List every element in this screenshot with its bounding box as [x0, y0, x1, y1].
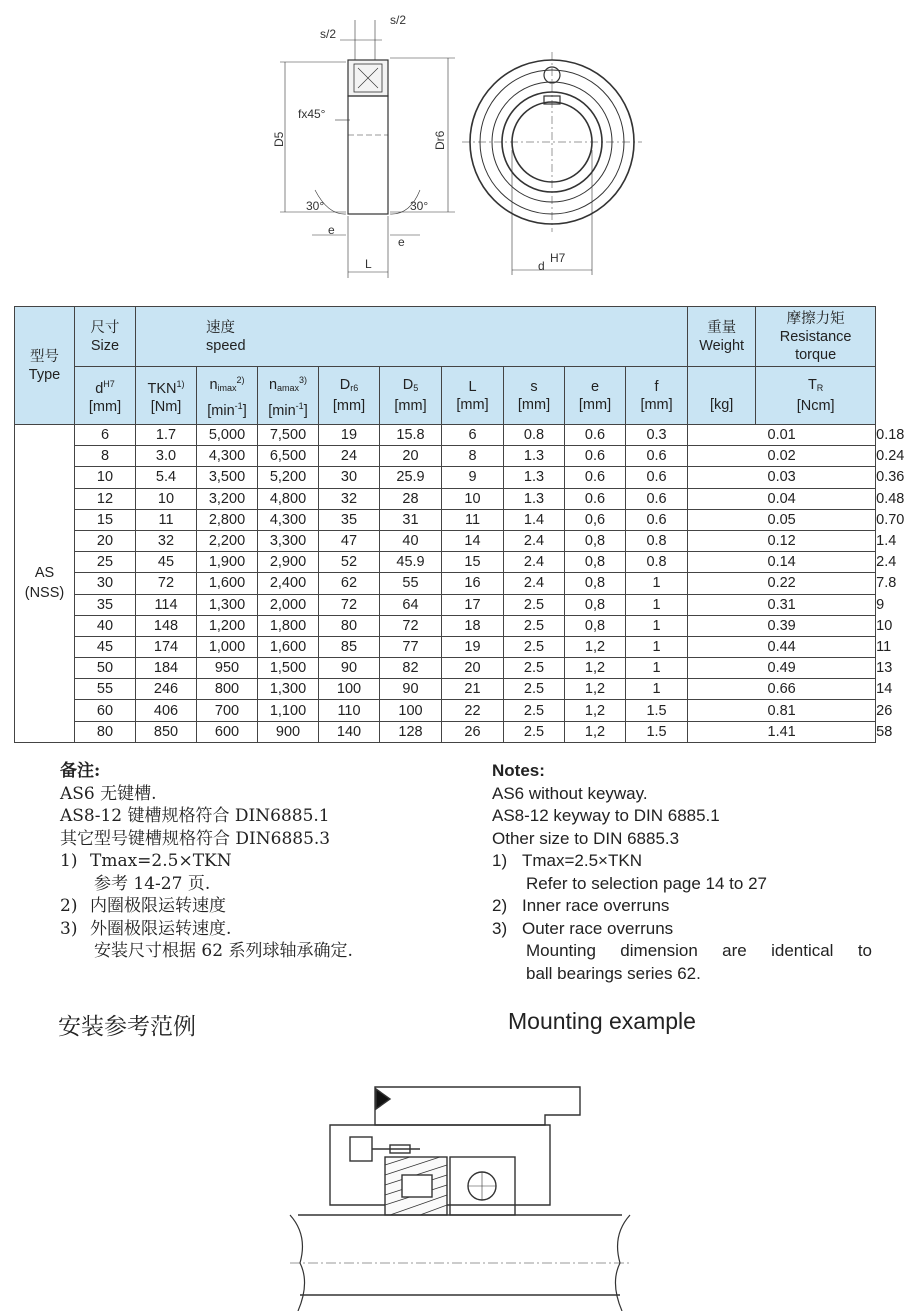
- table-cell: 90: [319, 658, 380, 679]
- label-angle-right: 30°: [410, 199, 429, 213]
- notes-cn-line: AS8-12 键槽规格符合 DIN6885.1: [60, 806, 330, 826]
- type-cell: AS (NSS): [15, 425, 75, 743]
- table-cell: 1,300: [258, 679, 319, 700]
- table-cell: 24: [319, 446, 380, 467]
- table-cell: 45.9: [380, 552, 442, 573]
- table-cell: 4,800: [258, 488, 319, 509]
- table-cell: 1.3: [504, 446, 565, 467]
- header-namax: $n_{amax}^{3)}$ $[\min^{-1}]$: [258, 367, 319, 425]
- table-cell: 30: [75, 573, 136, 594]
- table-cell: 2.4: [504, 552, 565, 573]
- table-cell: 52: [319, 552, 380, 573]
- table-cell: 174: [136, 636, 197, 657]
- header-f: f [mm]: [626, 367, 688, 425]
- table-cell: 2.5: [504, 594, 565, 615]
- table-cell: 35: [319, 509, 380, 530]
- table-cell: 11: [442, 509, 504, 530]
- table-cell: 45: [136, 552, 197, 573]
- table-cell: 4,300: [197, 446, 258, 467]
- specification-table: [14, 306, 904, 743]
- table-cell: 60: [75, 700, 136, 721]
- table-cell: 0.6: [626, 446, 688, 467]
- table-cell: 1,500: [258, 658, 319, 679]
- table-cell: 1,2: [565, 700, 626, 721]
- table-cell: 1.41: [688, 721, 876, 742]
- table-cell: 35: [75, 594, 136, 615]
- table-cell: 850: [136, 721, 197, 742]
- table-cell: 90: [380, 679, 442, 700]
- header-e: e [mm]: [565, 367, 626, 425]
- table-cell: 1.7: [136, 425, 197, 446]
- table-cell: 32: [136, 530, 197, 551]
- table-cell: 20: [380, 446, 442, 467]
- table-cell: 2,800: [197, 509, 258, 530]
- table-cell: 1: [626, 573, 688, 594]
- notes-en-line: AS6 without keyway.: [492, 783, 648, 803]
- table-cell: 40: [380, 530, 442, 551]
- table-cell: 82: [380, 658, 442, 679]
- table-cell: 18: [442, 615, 504, 636]
- table-cell: 1: [626, 679, 688, 700]
- table-cell: 28: [380, 488, 442, 509]
- table-cell: 0.31: [688, 594, 876, 615]
- table-cell: 21: [442, 679, 504, 700]
- header-speed: 速度 speed: [136, 307, 688, 367]
- table-cell: 15: [442, 552, 504, 573]
- table-cell: 20: [442, 658, 504, 679]
- table-cell: 6,500: [258, 446, 319, 467]
- table-cell: 72: [136, 573, 197, 594]
- table-cell: 2.5: [504, 679, 565, 700]
- label-e-left: e: [328, 223, 335, 237]
- table-cell: 1.3: [504, 488, 565, 509]
- table-cell: 0.81: [688, 700, 876, 721]
- notes-en-line: Mounting dimension are identical to: [526, 941, 872, 960]
- table-cell: 14: [442, 530, 504, 551]
- notes-chinese: [60, 760, 460, 963]
- header-Dr6: $D_{r6}$ [mm]: [319, 367, 380, 425]
- header-nimax: $n_{imax}^{2)}$ $[\min^{-1}]$: [197, 367, 258, 425]
- header-torque: 摩擦力矩 Resistance torque: [756, 307, 876, 367]
- notes-en-item: 1) Tmax=2.5×TKN: [492, 851, 642, 870]
- table-cell: 0.6: [565, 488, 626, 509]
- table-cell: 10: [75, 467, 136, 488]
- label-d: d: [538, 259, 545, 273]
- table-cell: 25: [75, 552, 136, 573]
- table-cell: 700: [197, 700, 258, 721]
- table-cell: 47: [319, 530, 380, 551]
- bearing-dimension-drawing: [0, 0, 900, 300]
- table-cell: 0.12: [688, 530, 876, 551]
- table-row: AS (NSS) 6 1.7 5,000 7,500 19 15.8 6 0.8 0.6 0.3 0.01 0.18: [15, 425, 876, 446]
- table-cell: 0.6: [626, 488, 688, 509]
- label-L: L: [365, 257, 372, 271]
- table-cell: 406: [136, 700, 197, 721]
- table-row: 30 72 1,600 2,400 62 55 16 2.4 0,8 1 0.22 7.8: [15, 573, 876, 594]
- table-cell: 1,900: [197, 552, 258, 573]
- table-cell: 19: [319, 425, 380, 446]
- notes-cn-item: 2) 内圈极限运转速度: [60, 896, 226, 916]
- notes-english: [492, 760, 872, 985]
- table-cell: 0,8: [565, 594, 626, 615]
- notes-en-line: Refer to selection page 14 to 27: [526, 873, 767, 893]
- table-cell: 22: [442, 700, 504, 721]
- table-cell: 0.14: [688, 552, 876, 573]
- table-cell: 800: [197, 679, 258, 700]
- table-cell: 0,8: [565, 530, 626, 551]
- table-cell: 1,2: [565, 636, 626, 657]
- table-cell: 80: [75, 721, 136, 742]
- label-H7: H7: [550, 251, 566, 265]
- table-cell: 55: [75, 679, 136, 700]
- notes-en-item: 2) Inner race overruns: [492, 896, 670, 915]
- table-cell: 1.5: [626, 700, 688, 721]
- table-cell: 40: [75, 615, 136, 636]
- label-Dr6: Dr6: [433, 130, 447, 150]
- label-s2-left: s/2: [320, 27, 337, 41]
- notes-en-line: AS8-12 keyway to DIN 6885.1: [492, 806, 720, 825]
- notes-cn-heading: 备注:: [60, 761, 101, 781]
- table-row: 25 45 1,900 2,900 52 45.9 15 2.4 0,8 0.8 0.14 2.4: [15, 552, 876, 573]
- table-cell: 6: [442, 425, 504, 446]
- table-cell: 64: [380, 594, 442, 615]
- notes-cn-item: 3) 外圈极限运转速度.: [60, 918, 232, 939]
- table-cell: 5,200: [258, 467, 319, 488]
- table-cell: 17: [442, 594, 504, 615]
- mounting-example-drawing: [290, 1065, 630, 1311]
- table-row: 10 5.4 3,500 5,200 30 25.9 9 1.3 0.6 0.6 0.03 0.36: [15, 467, 876, 488]
- table-cell: 1: [626, 658, 688, 679]
- header-kg: [kg]: [688, 367, 756, 425]
- label-e-right: e: [398, 235, 405, 249]
- table-cell: 1: [626, 615, 688, 636]
- table-row: 20 32 2,200 3,300 47 40 14 2.4 0,8 0.8 0.12 1.4: [15, 530, 876, 551]
- table-cell: 2.5: [504, 636, 565, 657]
- table-cell: 0.03: [688, 467, 876, 488]
- table-cell: 25.9: [380, 467, 442, 488]
- table-cell: 2,200: [197, 530, 258, 551]
- table-cell: 0.6: [626, 467, 688, 488]
- table-cell: 9: [442, 467, 504, 488]
- table-cell: 0.6: [565, 446, 626, 467]
- table-cell: 0.02: [688, 446, 876, 467]
- table-cell: 62: [319, 573, 380, 594]
- table-cell: 4,300: [258, 509, 319, 530]
- notes-en-heading: Notes:: [492, 761, 545, 780]
- table-cell: 110: [319, 700, 380, 721]
- notes-cn-line: 其它型号键槽规格符合 DIN6885.3: [60, 828, 331, 849]
- table-cell: 15.8: [380, 425, 442, 446]
- header-size: 尺寸 Size: [75, 307, 136, 367]
- table-cell: 2,000: [258, 594, 319, 615]
- label-D5: D5: [272, 131, 286, 147]
- table-cell: 0,8: [565, 615, 626, 636]
- table-cell: 7,500: [258, 425, 319, 446]
- header-s: s [mm]: [504, 367, 565, 425]
- table-cell: 50: [75, 658, 136, 679]
- table-cell: 5.4: [136, 467, 197, 488]
- table-cell: 0.49: [688, 658, 876, 679]
- table-cell: 1,800: [258, 615, 319, 636]
- table-cell: 55: [380, 573, 442, 594]
- table-cell: 2.5: [504, 615, 565, 636]
- table-cell: 1: [626, 636, 688, 657]
- table-cell: 1,600: [197, 573, 258, 594]
- table-cell: 100: [319, 679, 380, 700]
- table-cell: 600: [197, 721, 258, 742]
- table-cell: 0.6: [626, 509, 688, 530]
- header-L: L [mm]: [442, 367, 504, 425]
- table-row: 45 174 1,000 1,600 85 77 19 2.5 1,2 1 0.44 11: [15, 636, 876, 657]
- table-cell: 0.6: [565, 467, 626, 488]
- table-cell: 184: [136, 658, 197, 679]
- header-type: 型号 Type: [15, 307, 75, 425]
- table-cell: 1,2: [565, 679, 626, 700]
- table-cell: 19: [442, 636, 504, 657]
- table-cell: 1,600: [258, 636, 319, 657]
- table-row: 35 114 1,300 2,000 72 64 17 2.5 0,8 1 0.31 9: [15, 594, 876, 615]
- label-fx45: fx45°: [298, 107, 326, 121]
- notes-en-item: 3) Outer race overruns: [492, 918, 674, 938]
- table-cell: 16: [442, 573, 504, 594]
- table-cell: 140: [319, 721, 380, 742]
- table-cell: 0,8: [565, 573, 626, 594]
- table-cell: 246: [136, 679, 197, 700]
- table-cell: 2.5: [504, 700, 565, 721]
- table-cell: 900: [258, 721, 319, 742]
- header-weight: 重量 Weight: [688, 307, 756, 367]
- header-TKN: TKN$^{1)}$ [Nm]: [136, 367, 197, 425]
- table-cell: 5,000: [197, 425, 258, 446]
- table-cell: 0.3: [626, 425, 688, 446]
- table-cell: 45: [75, 636, 136, 657]
- table-cell: 950: [197, 658, 258, 679]
- notes-cn-item: 1) Tmax=2.5×TKN: [60, 851, 232, 871]
- notes-cn-line: 安装尺寸根据 62 系列球轴承确定.: [94, 941, 353, 961]
- mounting-title-en: Mounting example: [508, 1008, 696, 1034]
- table-cell: 6: [75, 425, 136, 446]
- table-cell: 0,6: [565, 509, 626, 530]
- table-cell: 1: [626, 594, 688, 615]
- table-cell: 0.01: [688, 425, 876, 446]
- table-cell: 2.5: [504, 721, 565, 742]
- table-cell: 1,200: [197, 615, 258, 636]
- table-cell: 1,000: [197, 636, 258, 657]
- table-cell: 1,2: [565, 721, 626, 742]
- table-cell: 0.8: [626, 530, 688, 551]
- table-cell: 2.4: [504, 573, 565, 594]
- table-row: 55 246 800 1,300 100 90 21 2.5 1,2 1 0.66 14: [15, 679, 876, 700]
- table-cell: 15: [75, 509, 136, 530]
- table-cell: 128: [380, 721, 442, 742]
- table-cell: 12: [75, 488, 136, 509]
- table-cell: 11: [136, 509, 197, 530]
- notes-cn-line: AS6 无键槽.: [60, 783, 157, 804]
- table-cell: 0.04: [688, 488, 876, 509]
- table-cell: 1,100: [258, 700, 319, 721]
- table-cell: 0.44: [688, 636, 876, 657]
- table-cell: 2.4: [504, 530, 565, 551]
- label-angle-left: 30°: [306, 199, 325, 213]
- table-cell: 10: [136, 488, 197, 509]
- table-cell: 0.8: [626, 552, 688, 573]
- table-row: 40 148 1,200 1,800 80 72 18 2.5 0,8 1 0.39 10: [15, 615, 876, 636]
- table-cell: 148: [136, 615, 197, 636]
- table-cell: 8: [75, 446, 136, 467]
- notes-cn-line: 参考 14-27 页.: [94, 873, 211, 894]
- table-cell: 32: [319, 488, 380, 509]
- table-row: 50 184 950 1,500 90 82 20 2.5 1,2 1 0.49 13: [15, 658, 876, 679]
- table-cell: 72: [380, 615, 442, 636]
- table-cell: 1.4: [504, 509, 565, 530]
- header-D5: $D_5$ [mm]: [380, 367, 442, 425]
- table-row: 80 850 600 900 140 128 26 2.5 1,2 1.5 1.41 58: [15, 721, 876, 742]
- table-cell: 8: [442, 446, 504, 467]
- notes-en-line: ball bearings series 62.: [526, 963, 701, 983]
- table-row: 15 11 2,800 4,300 35 31 11 1.4 0,6 0.6 0.05 0.70: [15, 509, 876, 530]
- header-TR: $T_R$ [Ncm]: [756, 367, 876, 425]
- table-cell: 1,300: [197, 594, 258, 615]
- table-cell: 0,8: [565, 552, 626, 573]
- table-cell: 2,400: [258, 573, 319, 594]
- table-cell: 3,200: [197, 488, 258, 509]
- table-cell: 10: [442, 488, 504, 509]
- table-cell: 85: [319, 636, 380, 657]
- table-cell: 20: [75, 530, 136, 551]
- table-cell: 1.3: [504, 467, 565, 488]
- table-cell: 3,300: [258, 530, 319, 551]
- table-row: 60 406 700 1,100 110 100 22 2.5 1,2 1.5 0.81 26: [15, 700, 876, 721]
- table-cell: 3,500: [197, 467, 258, 488]
- table-cell: 31: [380, 509, 442, 530]
- table-cell: 2,900: [258, 552, 319, 573]
- table-row: 12 10 3,200 4,800 32 28 10 1.3 0.6 0.6 0.04 0.48: [15, 488, 876, 509]
- table-cell: 3.0: [136, 446, 197, 467]
- table-cell: 0.05: [688, 509, 876, 530]
- table-cell: 100: [380, 700, 442, 721]
- table-cell: 77: [380, 636, 442, 657]
- table-cell: 0.39: [688, 615, 876, 636]
- table-cell: 72: [319, 594, 380, 615]
- table-row: 8 3.0 4,300 6,500 24 20 8 1.3 0.6 0.6 0.02 0.24: [15, 446, 876, 467]
- table-cell: 114: [136, 594, 197, 615]
- table-cell: 30: [319, 467, 380, 488]
- table-cell: 2.5: [504, 658, 565, 679]
- table-cell: 0.22: [688, 573, 876, 594]
- table-cell: 0.8: [504, 425, 565, 446]
- specification-rows: [15, 425, 904, 743]
- table-cell: 80: [319, 615, 380, 636]
- label-s2-right: s/2: [390, 13, 407, 27]
- header-dH7: $d^{H7}$ [mm]: [75, 367, 136, 425]
- table-cell: 0.6: [565, 425, 626, 446]
- table-cell: 0.66: [688, 679, 876, 700]
- table-cell: 1,2: [565, 658, 626, 679]
- table-cell: 1.5: [626, 721, 688, 742]
- table-cell: 26: [442, 721, 504, 742]
- mounting-title-cn: 安装参考范例: [58, 1014, 196, 1040]
- notes-en-line: Other size to DIN 6885.3: [492, 828, 680, 848]
